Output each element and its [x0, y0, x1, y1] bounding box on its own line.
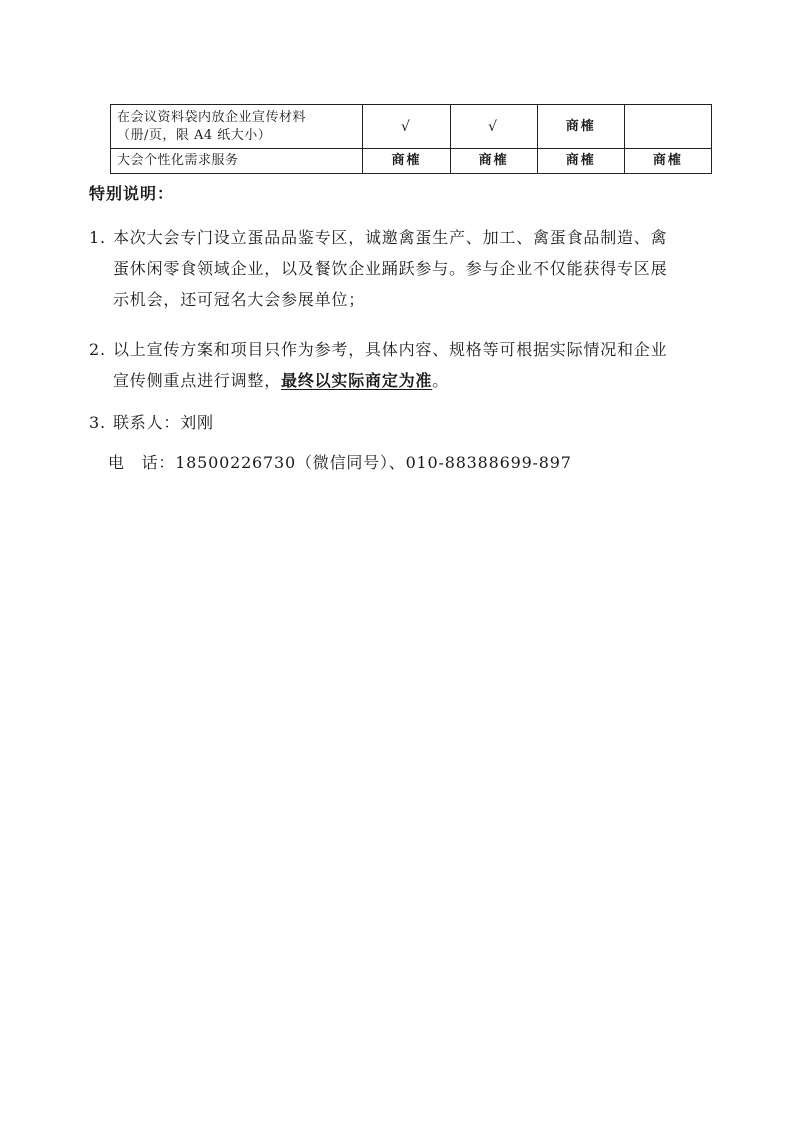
table-cell-value: 商榷 — [537, 149, 624, 174]
item-text-line: 在会议资料袋内放企业宣传材料 — [117, 109, 307, 125]
note-number: 1. — [89, 228, 106, 247]
table-cell-value: 商榷 — [363, 149, 450, 174]
item-text-line: （册/页，限 A4 纸大小） — [117, 127, 272, 143]
table-cell-value: √ — [363, 105, 450, 149]
phone-value: 18500226730（微信同号）、010-88388699-897 — [175, 453, 572, 472]
table-cell-value: 商榷 — [450, 149, 537, 174]
note-text-segment: 。 — [432, 371, 450, 390]
contact-person: 联系人：刘刚 — [113, 413, 214, 432]
note-text-line: 以上宣传方案和项目只作为参考，具体内容、规格等可根据实际情况和企业 — [113, 340, 668, 359]
table-row — [111, 105, 712, 149]
note-number: 2. — [89, 340, 106, 359]
emphasis-text: 最终以实际商定为准 — [281, 371, 433, 390]
note-text-segment: 宣传侧重点进行调整， — [113, 371, 282, 390]
note-text-line: 示机会，还可冠名大会参展单位； — [113, 290, 366, 309]
table-row — [111, 149, 712, 174]
phone-label: 电 话： — [108, 453, 176, 472]
notes-title: 特别说明： — [89, 184, 175, 203]
note-text-line: 蛋休闲零食领域企业，以及餐饮企业踊跃参与。参与企业不仅能获得专区展 — [113, 259, 668, 278]
table-cell-value — [624, 105, 711, 149]
note-text-line: 本次大会专门设立蛋品品鉴专区，诚邀禽蛋生产、加工、禽蛋食品制造、禽 — [113, 228, 668, 247]
table-cell-value: 商榷 — [537, 105, 624, 149]
table-cell-item: 大会个性化需求服务 — [111, 149, 363, 174]
note-item-1 — [89, 222, 739, 315]
table-cell-value: √ — [450, 105, 537, 149]
contact-phone — [108, 447, 572, 478]
table-cell-item — [111, 105, 363, 149]
sponsorship-benefits-table — [110, 104, 712, 174]
note-item-3 — [89, 407, 739, 438]
table-cell-value: 商榷 — [624, 149, 711, 174]
note-item-2 — [89, 334, 739, 396]
note-number: 3. — [89, 413, 106, 432]
